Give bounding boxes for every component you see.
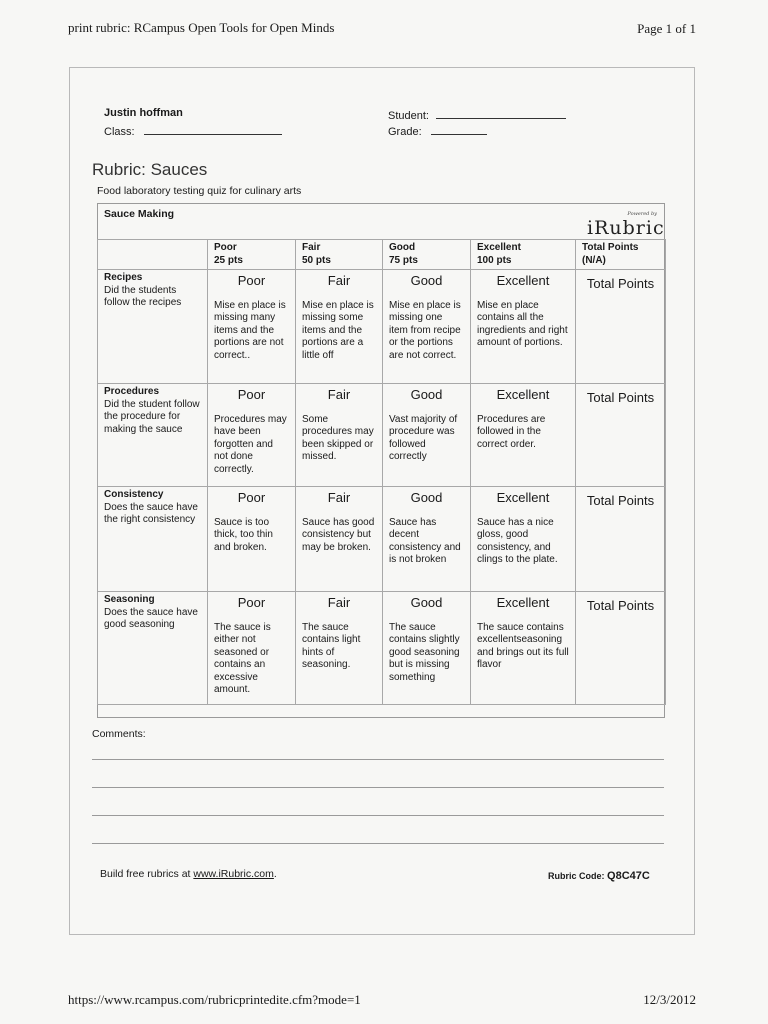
comment-line: [92, 759, 664, 760]
grade-field: [388, 124, 487, 138]
rubric-cell: Poor Mise en place is missing many items and the portions are not correct..: [208, 270, 296, 384]
rubric-title: Rubric: Sauces: [92, 160, 208, 179]
rubric-cell: Fair Sauce has good consistency but may be broken.: [296, 487, 383, 592]
page-number: Page 1 of 1: [637, 21, 696, 36]
rubric-cell: Poor Procedures may have been forgotten and not done correctly.: [208, 384, 296, 487]
rubric-cell: Good Vast majority of procedure was followed correctly: [383, 384, 471, 487]
rubric-cell: Good The sauce contains slightly good seasoning but is missing something: [383, 592, 471, 705]
criterion-cell: Recipes Did the students follow the recipes: [98, 270, 208, 384]
comment-line: [92, 815, 664, 816]
rubric-cell: Excellent Sauce has a nice gloss, good consistency, and clings to the plate.: [471, 487, 576, 592]
header-col: Poor 25 pts: [208, 240, 296, 270]
rubric-cell: Fair Mise en place is missing some items and the portions are a little off: [296, 270, 383, 384]
rubric-cell: Excellent The sauce contains excellentseasoning and brings out its full flavor: [471, 592, 576, 705]
rubric-cell: Excellent Mise en place contains all the ingredients and right amount of portions.: [471, 270, 576, 384]
header-col: Total Points (N/A): [576, 240, 666, 270]
rubric-cell: Poor The sauce is either not seasoned or contains an excessive amount.: [208, 592, 296, 705]
total-points-cell: Total Points: [576, 270, 666, 384]
rubric-header-row: [98, 240, 666, 270]
total-points-cell: Total Points: [576, 592, 666, 705]
powered-by-text: Powered by: [627, 211, 657, 217]
header-criteria: [98, 240, 208, 270]
irubric-logo: [585, 211, 665, 241]
print-date: 12/3/2012: [643, 992, 696, 1007]
header-col: Fair 50 pts: [296, 240, 383, 270]
grade-label: Grade:: [388, 126, 422, 138]
student-blank: [436, 108, 566, 119]
rubric-code-label: Rubric Code:: [548, 871, 608, 881]
author-name: Justin hoffman: [104, 107, 183, 119]
rubric-subtitle: Food laboratory testing quiz for culinary arts: [97, 185, 302, 197]
class-blank: [144, 124, 282, 135]
header-col: Excellent 100 pts: [471, 240, 576, 270]
criterion-cell: Procedures Did the student follow the procedure for making the sauce: [98, 384, 208, 487]
section-title: Sauce Making: [104, 208, 175, 220]
rubric-row: [98, 270, 666, 384]
rubric-cell: Fair The sauce contains light hints of seasoning.: [296, 592, 383, 705]
header-col: Good 75 pts: [383, 240, 471, 270]
irubric-link[interactable]: www.iRubric.com: [193, 868, 274, 880]
total-points-cell: Total Points: [576, 487, 666, 592]
class-field: [104, 124, 282, 138]
grade-blank: [431, 124, 487, 135]
rubric-row: [98, 487, 666, 592]
comments-label: Comments:: [92, 728, 146, 740]
rubric-cell: Good Mise en place is missing one item from recipe or the portions are not correct.: [383, 270, 471, 384]
rubric-code-value: Q8C47C: [607, 870, 650, 882]
comment-line: [92, 787, 664, 788]
criterion-cell: Seasoning Does the sauce have good seasoning: [98, 592, 208, 705]
rubric-cell: Poor Sauce is too thick, too thin and broken.: [208, 487, 296, 592]
build-note: [100, 868, 277, 880]
page-url: https://www.rcampus.com/rubricprintedite.cfm?mode=1: [68, 992, 361, 1007]
logo-brand: iRubric: [587, 217, 665, 239]
student-label: Student:: [388, 110, 429, 122]
build-prefix: Build free rubrics at: [100, 868, 194, 880]
build-suffix: .: [273, 868, 277, 880]
rubric-table: [97, 239, 666, 705]
rubric-row: [98, 384, 666, 487]
comment-line: [92, 843, 664, 844]
page-header-title: print rubric: RCampus Open Tools for Open Minds: [68, 20, 335, 35]
rubric-cell: Excellent Procedures are followed in the correct order.: [471, 384, 576, 487]
rubric-row: [98, 592, 666, 705]
class-label: Class:: [104, 126, 135, 138]
rubric-cell: Fair Some procedures may been skipped or missed.: [296, 384, 383, 487]
rubric-code: [548, 870, 650, 882]
rubric-cell: Good Sauce has decent consistency and is not broken: [383, 487, 471, 592]
student-field: [388, 108, 566, 122]
criterion-cell: Consistency Does the sauce have the right consistency: [98, 487, 208, 592]
total-points-cell: Total Points: [576, 384, 666, 487]
